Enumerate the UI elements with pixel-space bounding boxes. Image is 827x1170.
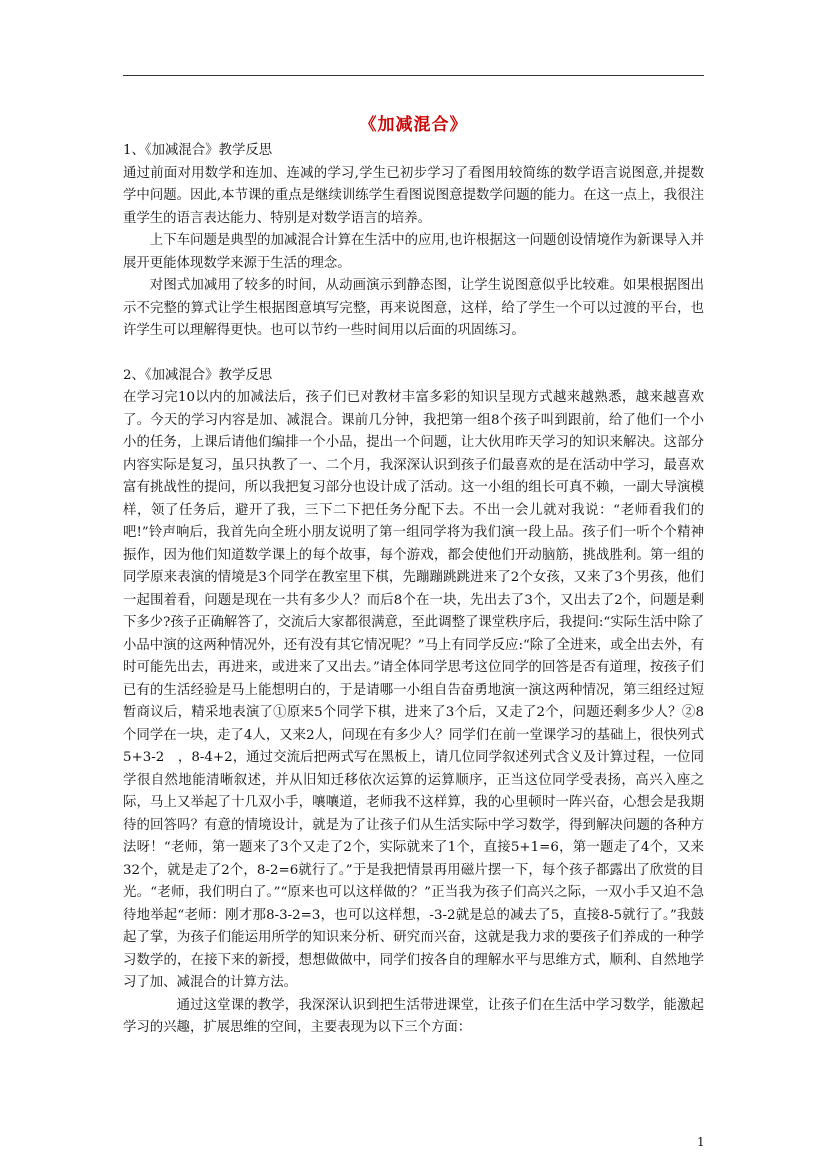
section-gap xyxy=(123,343,704,365)
section-1-paragraph-2: 上下车问题是典型的加减混合计算在生活中的应用,也许根据这一问题创设情境作为新课导入并展开更能体现数学来源于生活的理念。 xyxy=(123,233,704,271)
header-rule xyxy=(123,75,704,76)
page-number: 1 xyxy=(697,1135,705,1149)
document-title: 《加减混合》 xyxy=(359,115,468,135)
section-1-heading: 1、《加减混合》教学反思 xyxy=(123,143,273,158)
section-1-paragraph-1: 通过前面对用数学和连加、连减的学习,学生已初步学习了看图用较简练的数学语言说图意,并提数学中问题。因此,本节课的重点是继续训练学生看图说图意提数学问题的能力。在这一点上，我很注重学生的语言表达能力、特别是对数学语言的培养。 xyxy=(123,165,704,226)
section-2-paragraph-2: 通过这堂课的教学，我深深认识到把生活带进课堂，让孩子们在生活中学习数学，能激起学习的兴趣，扩展思维的空间，主要表现为以下三个方面： xyxy=(123,997,704,1035)
section-1-paragraph-3: 对图式加减用了较多的时间，从动画演示到静态图，让学生说图意似乎比较难。如果根据图出示不完整的算式让学生根据图意填写完整，再来说图意，这样，给了学生一个可以过渡的平台，也许学生可以理解得更快。也可以节约一些时间用以后面的巩固练习。 xyxy=(123,278,704,338)
section-2-heading: 2、《加减混合》教学反思 xyxy=(123,367,273,383)
document-body xyxy=(123,140,704,1040)
section-2-paragraph-1: 在学习完10以内的加减法后，孩子们已对教材丰富多彩的知识呈现方式越来越熟悉，越来越喜欢了。今天的学习内容是加、减混合。课前几分钟，我把第一组8个孩子叫到跟前，给了他们一个小小的任务，上课后请他们编排一个小品，提出一个问题，让大伙用昨天学习的知识来解决。这部分内容实际是复习，虽只执教了一、二个月，我深深认识到孩子们最喜欢的是在活动中学习，最喜欢富有挑战性的提问，所以我把复习部分也设计成了活动。这一小组的组长可真不赖，一副大导演模样，领了任务后，避开了我，三下二下把任务分配下去。不出一会儿就对我说：“老师看我们的吧!”铃声响后，我首先向全班小朋友说明了第一组同学将为我们演一段上品。孩子们一听个个精神振作，因为他们知道数学课上的每个故事，每个游戏，都会使他们开动脑筋，挑战胜利。第一组的同学原来表演的情境是3个同学在教室里下棋，先蹦蹦跳跳进来了2个女孩，又来了3个男孩，他们一起围着看，问题是现在一共有多少人？而后8个在一块，先出去了3个，又出去了2个，问题是剩下多少?孩子正确解答了，交流后大家都很满意，至此调整了课堂秩序后，我提问:“实际生活中除了小品中演的这两种情况外，还有没有其它情况呢？”马上有同学反应:“除了全进来，或全出去外，有时可能先出去，再进来，或进来了又出去。”请全体同学思考这位同学的回答是否有道理，按孩子们已有的生活经验是马上能想明白的，于是请哪一小组自告奋勇地演一演这两种情况，第三组经过短暂商议后，精采地表演了①原来5个同学下棋，进来了3个后，又走了2个，问题还剩多少人？②8个同学在一块，走了4人，又来2人，问现在有多少人？同学们在前一堂课学习的基础上，很快列式5+3-2 ，8-4+2，通过交流后把两式写在黑板上，请几位同学叙述列式含义及计算过程，一位同学很自然地能清晰叙述，并从旧知迁移依次运算的运算顺序，正当这位同学受表扬，高兴入座之际，马上又举起了十几双小手，嚷嚷道，老师我不这样算，我的心里顿时一阵兴奋，心想会是我期待的回答吗？有意的情境设计，就是为了让孩子们从生活实际中学习数学，得到解决问题的各种方法呀！“老师，第一题来了3个又走了2个，实际就来了1个，直接5+1=6，第一题走了4个，又来32个，就是走了2个，8-2=6就行了。”于是我把情景再用磁片摆一下，每个孩子都露出了欣赏的目光。“老师，我们明白了。”“原来也可以这样做的？”正当我为孩子们高兴之际，一双小手又迫不急待地举起“老师：刚才那8-3-2=3，也可以这样想，-3-2就是总的减去了5，直接8-5就行了。”我鼓起了掌，为孩子们能运用所学的知识来分析、研究而兴奋，这就是我力求的要孩子们养成的一种学习数学的，在接下来的新授，想想做做中，同学们按各自的理解水平与思维方式，顺利、自然地学习了加、减混合的计算方法。 xyxy=(123,390,704,990)
